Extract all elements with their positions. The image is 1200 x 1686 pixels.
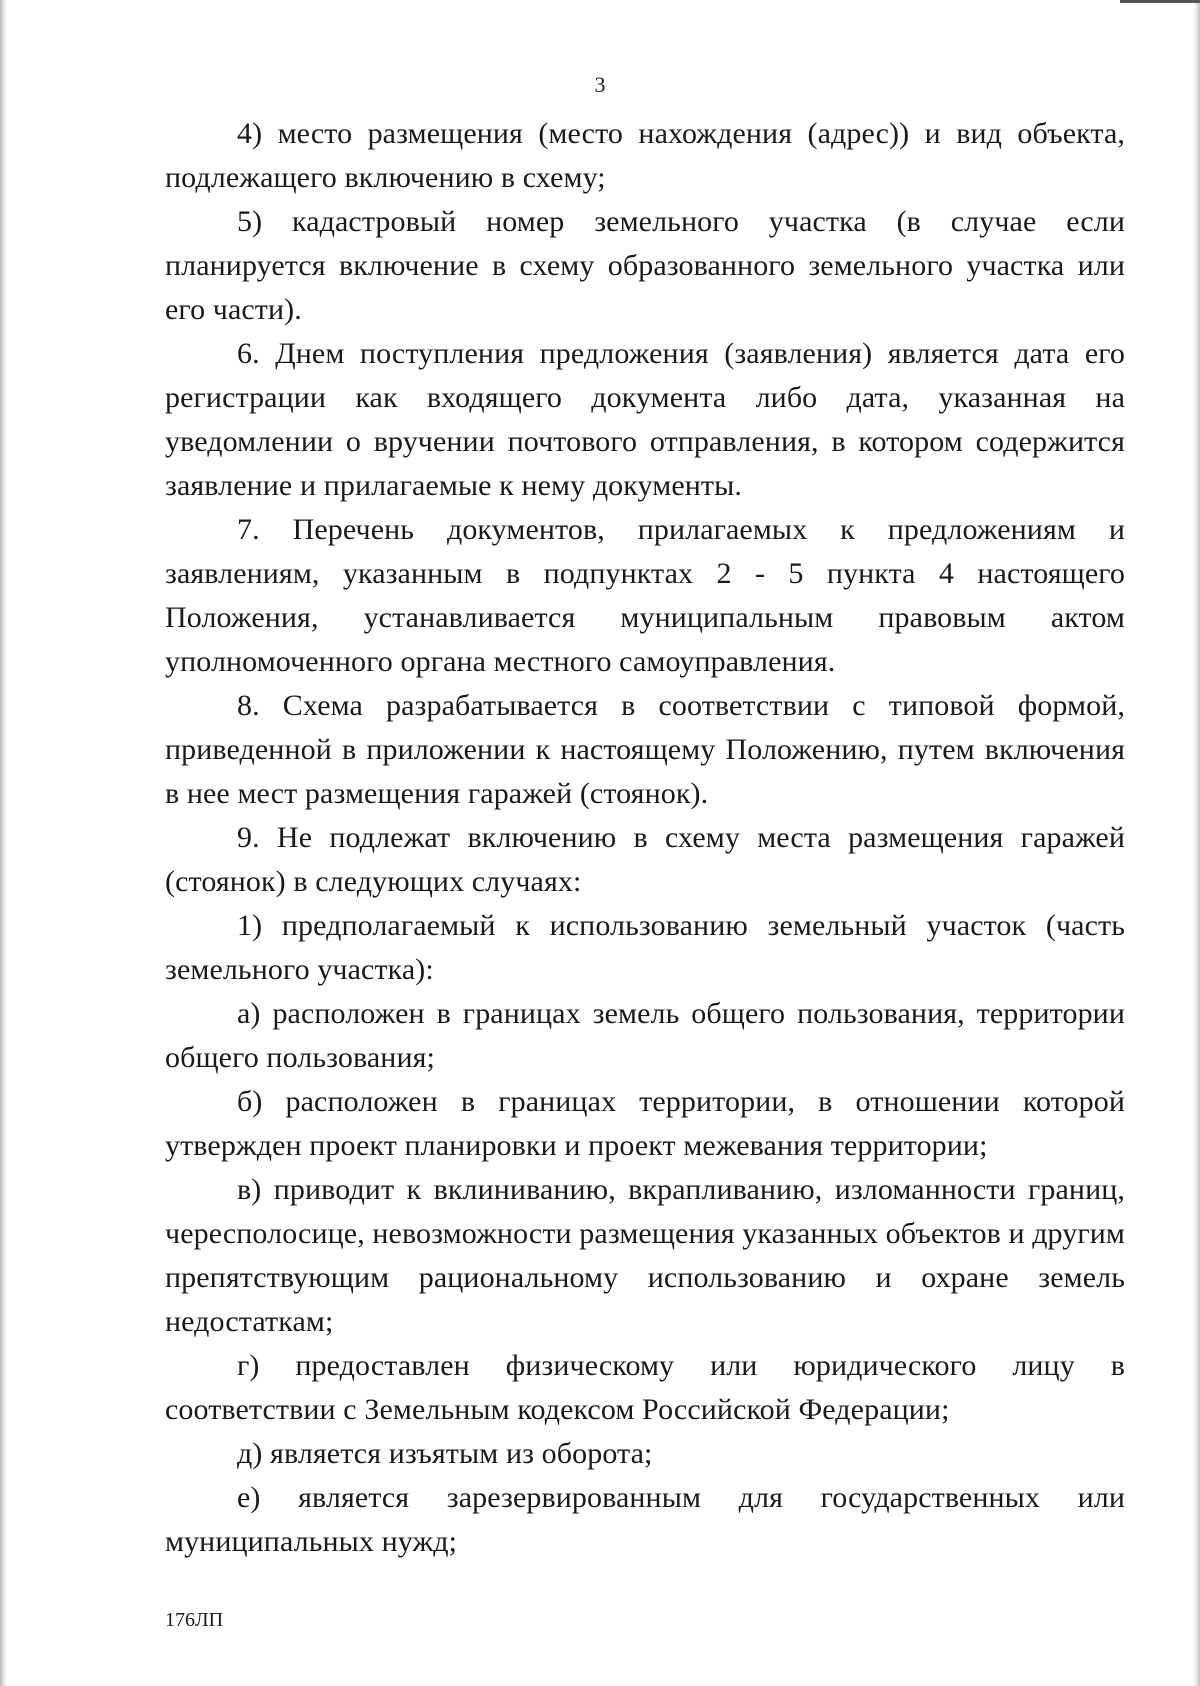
paragraph-point-6: 6. Днем поступления предложения (заявления) является дата его регистрации как входящего документа либо дата, указанная на уведомлении о вручении почтового отправления, в котором содержится заявление и прилагаемые к нему документы. <box>165 337 1125 502</box>
paragraph-letter-a: а) расположен в границах земель общего пользования, территории общего пользования; <box>165 997 1125 1074</box>
paragraph-point-8: 8. Схема разрабатывается в соответствии с типовой формой, приведенной в приложении к настоящему Положению, путем включения в нее мест размещения гаражей (стоянок). <box>165 689 1125 810</box>
paragraph-item-4: 4) место размещения (место нахождения (адрес)) и вид объекта, подлежащего включению в схему; <box>165 117 1125 194</box>
paragraph-item-5: 5) кадастровый номер земельного участка (в случае если планируется включение в схему образованного земельного участка или его части). <box>165 205 1125 326</box>
paragraph-point-9: 9. Не подлежат включению в схему места размещения гаражей (стоянок) в следующих случаях: <box>165 821 1125 898</box>
paragraph-subitem-1: 1) предполагаемый к использованию земельный участок (часть земельного участка): <box>165 909 1125 986</box>
paragraph-letter-b: б) расположен в границах территории, в отношении которой утвержден проект планировки и проект межевания территории; <box>165 1085 1125 1162</box>
document-body <box>165 112 1125 1564</box>
paragraph-letter-g: г) предоставлен физическому или юридического лицу в соответствии с Земельным кодексом Российской Федерации; <box>165 1349 1125 1426</box>
scan-edge-right <box>1192 0 1200 1686</box>
page-number: 3 <box>594 72 606 97</box>
scan-edge-left <box>0 0 8 1686</box>
scan-edge-top-right <box>1120 0 1200 3</box>
paragraph-letter-e: е) является зарезервированным для государственных или муниципальных нужд; <box>165 1481 1125 1558</box>
paragraph-letter-d: д) является изъятым из оборота; <box>237 1437 653 1470</box>
document-code: 176ЛП <box>165 1609 224 1631</box>
paragraph-letter-v: в) приводит к вклиниванию, вкрапливанию, изломанности границ, чересполосице, невозможности размещения указанных объектов и другим препятствующим рациональному использованию и охране земель недостаткам; <box>165 1173 1126 1338</box>
paragraph-point-7: 7. Перечень документов, прилагаемых к предложениям и заявлениям, указанным в подпунктах 2 - 5 пункта 4 настоящего Положения, устанавливается муниципальным правовым актом уполномоченного органа местного самоуправления. <box>165 513 1125 678</box>
